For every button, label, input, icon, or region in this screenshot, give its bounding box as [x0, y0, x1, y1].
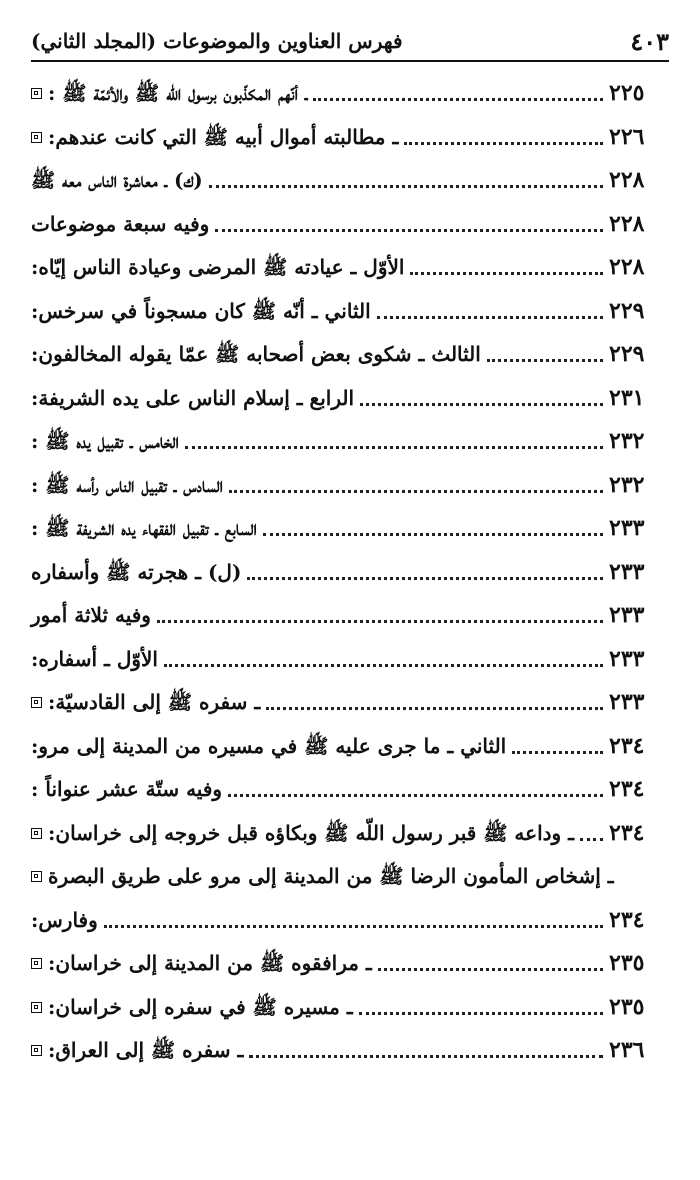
toc-entry-text: الثاني ـ أنّه ﷺ كان مسجوناً في سرخس: [31, 298, 371, 323]
square-bullet-icon [31, 697, 42, 708]
dot-leader [512, 751, 603, 754]
toc-entry-text: وفيه ستّة عشر عنواناً : [31, 777, 223, 801]
toc-entry [31, 594, 669, 638]
toc-entry [31, 420, 669, 464]
toc-entry-page: ٢٣٤ [609, 906, 645, 933]
toc-entry-label [31, 768, 222, 812]
toc-entry-label [31, 725, 506, 769]
square-bullet-icon [31, 1002, 42, 1013]
toc-entry-page: ٢٢٨ [609, 210, 645, 237]
square-bullet-icon [31, 828, 42, 839]
toc-entry [31, 116, 669, 160]
toc-entry-text: (ل) ـ هجرته ﷺ وأسفاره [31, 559, 242, 584]
toc-entry-text: الرابع ـ إسلام الناس على يده الشريفة: [31, 385, 354, 410]
toc-entry-text: (ك) ـ معاشرة الناس معه ﷺ [31, 168, 203, 192]
running-header [31, 22, 669, 62]
toc-entry-text: ـ سفره ﷺ إلى القادسيّة: [48, 690, 261, 714]
toc-entry-page: ٢٣٤ [609, 776, 645, 802]
square-bullet-icon [31, 1045, 42, 1056]
toc-entry-label [31, 464, 223, 508]
toc-entry-page: ٢٢٥ [609, 80, 645, 106]
toc-entry-page: ٢٣٦ [609, 1037, 645, 1063]
toc-entry-text: ـ مسيره ﷺ في سفره إلى خراسان: [48, 994, 353, 1019]
toc-entry [31, 203, 669, 247]
dot-leader [313, 98, 603, 101]
toc-entry-page: ٢٣٣ [609, 602, 645, 628]
toc-entry [31, 638, 669, 682]
dot-leader [359, 1012, 603, 1015]
toc-entry-text: وفارس: [31, 907, 98, 932]
toc-entry-label [31, 594, 151, 638]
toc-entry-text: ـ أنّهم المكذّبون برسول اللّه ﷺ والأئمّة ﷺ : [48, 81, 308, 105]
dot-leader [249, 1055, 603, 1058]
toc-entry-page: ٢٣١ [609, 384, 645, 411]
square-bullet-icon [31, 958, 42, 969]
toc-entry-text: وفيه سبعة موضوعات [31, 211, 210, 236]
toc-entry-page: ٢٣٣ [609, 689, 645, 715]
dot-leader [360, 403, 603, 406]
toc-entry-page: ٢٣٣ [609, 558, 645, 585]
toc-entry-text: الأوّل ـ عيادته ﷺ المرضى وعيادة الناس إيّاه: [31, 255, 405, 279]
toc-entry-label [31, 855, 669, 899]
toc-entry [31, 812, 669, 856]
dot-leader [228, 794, 603, 797]
toc-entry-label [31, 377, 354, 421]
toc-entry-page: ٢٣٥ [609, 950, 645, 976]
toc-entry-page: ٢٣٢ [609, 428, 645, 454]
toc-entry-page: ٢٢٩ [609, 297, 645, 324]
toc-entry-label [31, 1029, 243, 1073]
toc-entry-text: الخامس ـ تقبيل يده ﷺ : [31, 429, 179, 453]
toc-entry-label [31, 72, 307, 116]
toc-entry-page: ٢٢٩ [609, 341, 645, 367]
dot-leader [209, 185, 603, 188]
dot-leader [215, 229, 603, 232]
toc-entry-label [31, 551, 241, 595]
toc-entry [31, 290, 669, 334]
square-bullet-icon [31, 871, 42, 882]
dot-leader [580, 838, 603, 841]
toc-entry [31, 1029, 669, 1073]
toc-entry-label [31, 290, 371, 334]
toc-entry-label [31, 986, 353, 1030]
toc-entry [31, 464, 669, 508]
toc-entry-text: السادس ـ تقبيل الناس رأسه ﷺ : [31, 472, 223, 497]
toc-entry-text: ـ سفره ﷺ إلى العراق: [48, 1038, 244, 1062]
toc-entry-text: السابع ـ تقبيل الفقهاء يده الشريفة ﷺ : [31, 516, 257, 540]
dot-leader [104, 925, 603, 928]
toc-entry [31, 986, 669, 1030]
toc-entry [31, 507, 669, 551]
toc-entry [31, 377, 669, 421]
toc-entry-label [31, 942, 372, 986]
dot-leader [378, 968, 603, 971]
toc-entry-label [31, 246, 404, 290]
toc-entry-page: ٢٣٥ [609, 993, 645, 1020]
toc-entry-label [31, 507, 257, 551]
toc-entry [31, 246, 669, 290]
toc-entry-text: الثاني ـ ما جرى عليه ﷺ في مسيره من المدينة إلى مرو: [31, 733, 507, 758]
toc-entry-text: ـ إشخاص المأمون الرضا ﷺ من المدينة إلى مرو على طريق البصرة [48, 864, 614, 888]
toc-entry [31, 899, 669, 943]
dot-leader [487, 359, 603, 362]
dot-leader [263, 533, 603, 536]
dot-leader [229, 490, 603, 493]
toc-entry-text: ـ وداعه ﷺ قبر رسول اللّه ﷺ وبكاؤه قبل خروجه إلى خراسان: [48, 820, 575, 845]
toc-entry [31, 333, 669, 377]
toc-entry-label [31, 681, 260, 725]
toc-entry-page: ٢٣٤ [609, 819, 645, 846]
toc-entry-label [31, 116, 398, 160]
toc-entry-page: ٢٣٢ [609, 471, 645, 498]
toc-entry-label [31, 420, 179, 464]
toc-entry-label [31, 333, 481, 377]
toc-entry [31, 681, 669, 725]
dot-leader [377, 316, 603, 319]
toc-entry-label [31, 899, 98, 943]
square-bullet-icon [31, 132, 42, 143]
toc-entry-label [31, 638, 158, 682]
toc-entry [31, 768, 669, 812]
page-number: ٤٠٣ [630, 26, 669, 56]
running-title: فهرس العناوين والموضوعات (المجلد الثاني) [31, 29, 403, 53]
square-bullet-icon [31, 88, 42, 99]
toc-entry-text: الثالث ـ شكوى بعض أصحابه ﷺ عمّا يقوله المخالفون: [31, 342, 481, 366]
table-of-contents [31, 72, 669, 1073]
toc-entry [31, 551, 669, 595]
toc-entry-label [31, 203, 209, 247]
toc-entry-page: ٢٢٨ [609, 167, 645, 193]
toc-entry-page: ٢٣٣ [609, 645, 645, 672]
dot-leader [164, 664, 603, 667]
toc-entry-text: ـ مرافقوه ﷺ من المدينة إلى خراسان: [48, 951, 372, 975]
toc-entry [31, 72, 669, 116]
toc-entry-label [31, 159, 203, 203]
toc-entry-page: ٢٢٨ [609, 254, 645, 280]
toc-entry-page: ٢٣٣ [609, 515, 645, 541]
dot-leader [185, 446, 603, 449]
toc-entry-text: ـ مطالبته أموال أبيه ﷺ التي كانت عندهم: [48, 124, 399, 149]
toc-entry-page: ٢٣٤ [609, 732, 645, 759]
toc-entry-text: وفيه ثلاثة أمور [31, 603, 151, 627]
dot-leader [410, 272, 603, 275]
toc-entry [31, 855, 669, 899]
toc-entry-page: ٢٢٦ [609, 123, 645, 150]
dot-leader [157, 620, 603, 623]
toc-entry [31, 159, 669, 203]
dot-leader [266, 707, 603, 710]
toc-entry [31, 725, 669, 769]
toc-entry-label [31, 812, 574, 856]
toc-entry-text: الأوّل ـ أسفاره: [31, 646, 158, 671]
dot-leader [247, 577, 603, 580]
toc-entry [31, 942, 669, 986]
dot-leader [404, 142, 603, 145]
